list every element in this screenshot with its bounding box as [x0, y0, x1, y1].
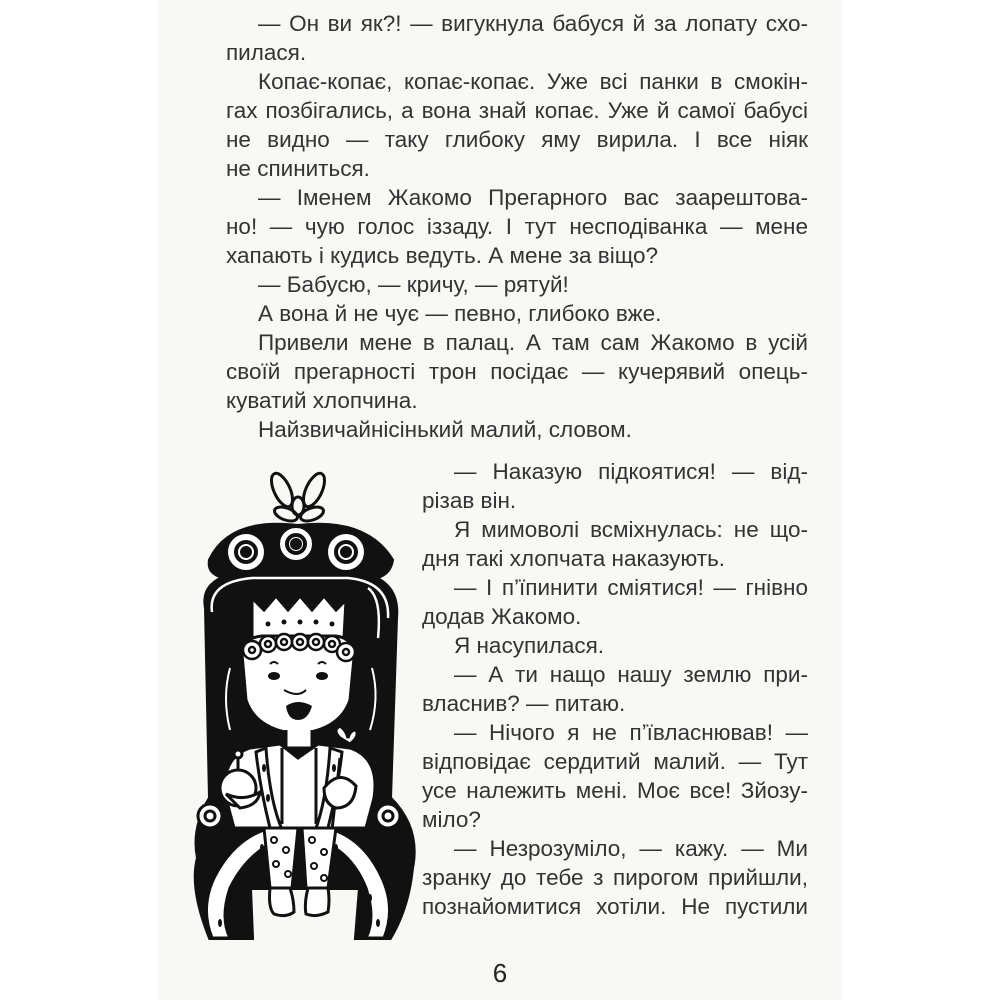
- side-text-line: різав він.: [422, 488, 517, 513]
- body-text-line: но! — чую голос іззаду. І тут несподіванка — мене: [226, 214, 808, 239]
- body-text-line: не видно — таку глибоку яму вирила. І все ніяк: [226, 127, 808, 152]
- body-text-line: не спиниться.: [226, 156, 370, 181]
- body-text-line: — Он ви як?! — вигукнула бабуся й за лопату схо-: [258, 11, 808, 36]
- book-page: [158, 0, 842, 1000]
- side-text-line: Я насупилася.: [454, 633, 605, 658]
- side-text-line: міло?: [422, 807, 481, 832]
- side-text-line: власнив? — питаю.: [422, 691, 626, 716]
- body-text-line: гах позбігались, а вона знай копає. Уже й самої бабусі: [226, 98, 808, 123]
- body-text-line: куватий хлопчина.: [226, 388, 418, 413]
- body-text-line: — Бабусю, — кричу, — рятуй!: [258, 272, 569, 297]
- side-text-line: дня такі хлопчата наказують.: [422, 546, 726, 571]
- side-text-line: — Нічого я не п’ївласнював! —: [454, 720, 808, 745]
- body-text-line: Найзвичайнісінький малий, словом.: [258, 417, 632, 442]
- side-text-line: — Незрозуміло, — кажу. — Ми: [454, 836, 808, 861]
- body-text-line: — Іменем Жакомо Прегарного вас заарештова-: [258, 185, 808, 210]
- top-text-block: [226, 9, 808, 444]
- side-text-line: додав Жакомо.: [422, 604, 582, 629]
- side-text-line: — І п’їпинити сміятися! — гнівно: [454, 575, 808, 600]
- page-number: 6: [492, 958, 508, 988]
- body-text-line: А вона й не чує — певно, глибоко вже.: [258, 301, 662, 326]
- side-text-line: усе належить мені. Моє все! Зйозу-: [422, 778, 808, 803]
- body-text-line: Копає-копає, копає-копає. Уже всі панки в смокін-: [258, 69, 808, 94]
- side-text-line: зранку до тебе з пирогом прийшли,: [422, 865, 808, 890]
- side-text-line: Я мимоволі всміхнулась: не що-: [454, 517, 808, 542]
- throne-king-drawing-icon: [190, 468, 426, 948]
- side-text-line: — Наказую підкоятися! — від-: [454, 459, 808, 484]
- king-on-throne-illustration: [190, 468, 426, 948]
- body-text-line: Привели мене в палац. А там сам Жакомо в усій: [258, 330, 808, 355]
- body-text-line: своїй прегарності трон посідає — кучерявий опець-: [226, 359, 808, 384]
- side-text-line: — А ти нащо нашу землю при-: [454, 662, 808, 687]
- body-text-line: пилася.: [226, 40, 307, 65]
- side-text-line: відповідає сердитий малий. — Тут: [422, 749, 808, 774]
- side-text-block: [422, 457, 808, 921]
- body-text-line: хапають і кудись ведуть. А мене за віщо?: [226, 243, 659, 268]
- side-text-line: познайомитися хотіли. Не пустили: [422, 894, 808, 919]
